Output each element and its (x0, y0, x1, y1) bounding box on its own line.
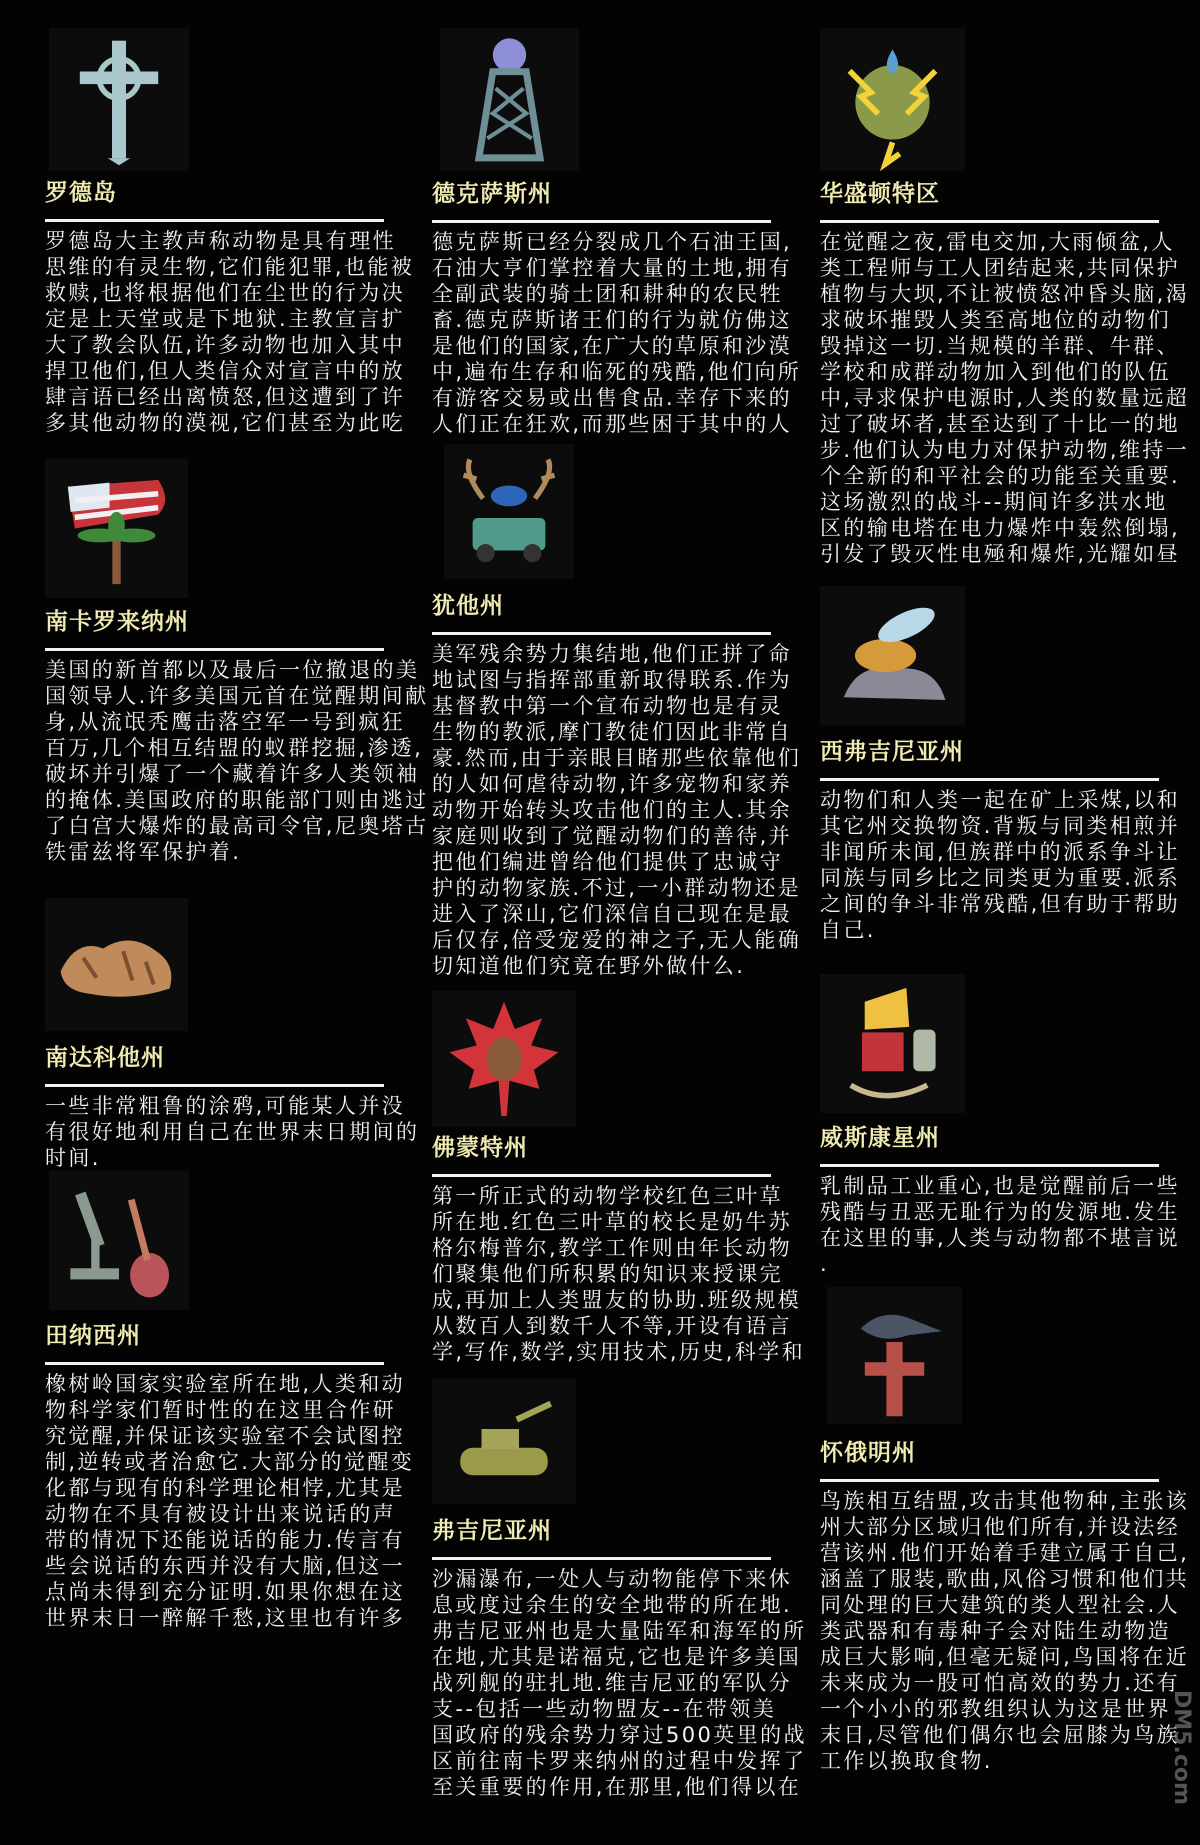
oil-derrick-icon (440, 28, 579, 171)
section-title: 怀俄明州 (820, 1440, 916, 1466)
body-line: 美国的新首都以及最后一位撤退的美 (45, 658, 420, 682)
body-line: 成,再加上人类盟友的协助.班级规模 (432, 1288, 802, 1312)
body-line: 罗德岛大主教声称动物是具有理性 (45, 229, 396, 253)
section-title: 田纳西州 (45, 1323, 141, 1349)
body-line: 把他们编进曾给他们提供了忠诚守 (432, 850, 783, 874)
body-line: 生物的教派,摩门教徒们因此非常自 (432, 720, 793, 744)
body-line: 第一所正式的动物学校红色三叶草 (432, 1184, 783, 1208)
body-line: 鸟族相互结盟,攻击其他物种,主张该 (820, 1489, 1190, 1513)
tank-icon (432, 1379, 576, 1504)
body-line: 未来成为一股可怕高效的势力.还有 (820, 1671, 1181, 1695)
section-title: 华盛顿特区 (820, 181, 940, 207)
body-line: 基督教中第一个宣布动物也是有灵 (432, 694, 783, 718)
body-line: 一个小小的邪教组织认为这是世界 (820, 1697, 1171, 1721)
body-line: 多其他动物的漠视,它们甚至为此吃 (45, 411, 406, 435)
body-line: 动物在不具有被设计出来说话的声 (45, 1502, 396, 1526)
body-line: 弗吉尼亚州也是大量陆军和海军的所 (432, 1619, 807, 1643)
body-line: 畜.德克萨斯诸王们的行为就仿佛这 (432, 308, 793, 332)
antler-jeep-icon (444, 444, 574, 579)
body-line: 石油大亨们掌控着大量的土地,拥有 (432, 256, 793, 280)
section-body (45, 657, 428, 865)
flag-palm-icon (45, 459, 188, 598)
section-title: 罗德岛 (45, 180, 117, 206)
body-line: 全副武装的骑士团和耕种的农民牲 (432, 282, 783, 306)
title-divider (45, 1084, 384, 1087)
body-line: 美军残余势力集结地,他们正拼了命 (432, 642, 793, 666)
body-line: 工作以换取食物. (820, 1749, 993, 1773)
lightning-orb-icon (820, 28, 965, 171)
body-line: 动物开始转头攻击他们的主人.其余 (432, 798, 793, 822)
body-line: 切知道他们究竟在野外做什么. (432, 954, 746, 978)
body-line: 物科学家们暂时性的在这里合作研 (45, 1398, 396, 1422)
body-line: 究觉醒,并保证该实验室不会试图控 (45, 1424, 406, 1448)
title-divider (820, 778, 1159, 781)
body-line: 支--包括一些动物盟友--在带领美 (432, 1697, 777, 1721)
body-line: 国领导人.许多美国元首在觉醒期间献 (45, 684, 429, 708)
body-line: 引发了毁灭性电殛和爆炸,光耀如昼 (820, 542, 1181, 566)
body-line: 百万,几个相互结盟的蚁群挖掘,渗透, (45, 736, 424, 760)
section-body (820, 229, 1189, 567)
body-line: 自己. (820, 918, 876, 942)
body-line: 中,遍布生存和临死的残酷,他们向所 (432, 360, 802, 384)
title-divider (820, 220, 1159, 223)
body-line: 化都与现有的科学理论相悖,尤其是 (45, 1476, 406, 1500)
section-body (45, 1371, 414, 1631)
section-body (432, 1566, 807, 1800)
body-line: 身,从流氓秃鹰击落空军一号到疯狂 (45, 710, 406, 734)
section-title: 德克萨斯州 (432, 181, 552, 207)
body-line: 区前往南卡罗来纳州的过程中发挥了 (432, 1749, 807, 1773)
body-line: 在这里的事,人类与动物都不堪言说 (820, 1226, 1181, 1250)
body-line: 从数百人到数千人不等,开设有语言 (432, 1314, 793, 1338)
maple-cow-icon (432, 991, 576, 1127)
body-line: 破坏并引爆了一个藏着许多人类领袖 (45, 762, 420, 786)
body-line: 有很好地利用自己在世界末日期间的 (45, 1120, 420, 1144)
body-line: 制,逆转或者治愈它.大部分的觉醒变 (45, 1450, 415, 1474)
body-line: 在地,尤其是诺福克,它也是许多美国 (432, 1645, 802, 1669)
body-line: 了白宫大爆炸的最高司令官,尼奥塔古 (45, 814, 429, 838)
body-line: 州大部分区域归他们所有,并设法经 (820, 1515, 1181, 1539)
body-line: 沙漏瀑布,一处人与动物能停下来休 (432, 1567, 793, 1591)
section-title: 威斯康星州 (820, 1125, 940, 1151)
body-line: 格尔梅普尔,教学工作则由年长动物 (432, 1236, 793, 1260)
body-line: 时间. (45, 1146, 101, 1170)
body-line: 有游客交易或出售食品.幸存下来的 (432, 386, 793, 410)
body-line: 人们正在狂欢,而那些困于其中的人 (432, 412, 793, 436)
section-body (432, 1183, 805, 1365)
body-line: 捍卫他们,但人类信众对宣言中的放 (45, 359, 406, 383)
section-title: 南达科他州 (45, 1045, 165, 1071)
body-line: 类武器和有毒种子会对陆生动物造 (820, 1619, 1171, 1643)
body-line: 铁雷兹将军保护着. (45, 840, 242, 864)
body-line: 的掩体.美国政府的职能部门则由逃过 (45, 788, 429, 812)
title-divider (45, 648, 384, 651)
title-divider (820, 1164, 1159, 1167)
body-line: 过了破坏者,甚至达到了十比一的地 (820, 412, 1181, 436)
body-line: 之间的争斗非常残酷,但有助于帮助 (820, 892, 1181, 916)
body-line: 步.他们认为电力对保护动物,维持一 (820, 438, 1190, 462)
title-divider (820, 1479, 1159, 1482)
body-line: 在觉醒之夜,雷电交加,大雨倾盆,人 (820, 230, 1175, 254)
body-line: 肆言语已经出离愤怒,但这遭到了许 (45, 385, 406, 409)
body-line: 地试图与指挥部重新取得联系.作为 (432, 668, 793, 692)
body-line: 同族与同乡比之同类更为重要.派系 (820, 866, 1181, 890)
body-line: 大了教会队伍,许多动物也加入其中 (45, 333, 406, 357)
section-title: 佛蒙特州 (432, 1135, 528, 1161)
body-line: 动物们和人类一起在矿上采煤,以和 (820, 788, 1181, 812)
watermark: DM5.com (1169, 1690, 1194, 1805)
body-line: 家庭则收到了觉醒动物们的善待,并 (432, 824, 793, 848)
body-line: 植物与大坝,不让被愤怒冲昏头脑,渴 (820, 282, 1190, 306)
body-line: 带的情况下还能说话的能力.传言有 (45, 1528, 406, 1552)
bee-rock-icon (820, 586, 965, 725)
section-title: 西弗吉尼亚州 (820, 739, 964, 765)
body-line: 一些非常粗鲁的涂鸦,可能某人并没 (45, 1094, 406, 1118)
body-line: 求破坏摧毁人类至高地位的动物们 (820, 308, 1171, 332)
body-line: 成巨大影响,但毫无疑问,鸟国将在近 (820, 1645, 1190, 1669)
section-title: 南卡罗来纳州 (45, 609, 189, 635)
cross-icon (49, 28, 189, 171)
title-divider (45, 219, 384, 222)
section-body (432, 229, 801, 437)
body-line: 涵盖了服装,歌曲,风俗习惯和他们共 (820, 1567, 1190, 1591)
body-line: 点尚未得到充分证明.如果你想在这 (45, 1580, 406, 1604)
section-title: 犹他州 (432, 593, 504, 619)
section-body (45, 228, 414, 436)
body-line: 毁掉这一切.当规模的羊群、牛群、 (820, 334, 1181, 358)
body-line: 些会说话的东西并没有大脑,但这一 (45, 1554, 406, 1578)
body-line: 末日,尽管他们偶尔也会屈膝为鸟族 (820, 1723, 1181, 1747)
body-line: 橡树岭国家实验室所在地,人类和动 (45, 1372, 406, 1396)
body-line: 国政府的残余势力穿过500英里的战 (432, 1723, 807, 1747)
body-line: 非闻所未闻,但族群中的派系争斗让 (820, 840, 1181, 864)
body-line: 类工程师与工人团结起来,共同保护 (820, 256, 1181, 280)
body-line: 救赎,也将根据他们在尘世的行为决 (45, 281, 406, 305)
body-line: . (820, 1252, 830, 1276)
body-line: 乳制品工业重心,也是觉醒前后一些 (820, 1174, 1181, 1198)
title-divider (432, 1174, 771, 1177)
body-line: 进入了深山,它们深信自己现在是最 (432, 902, 793, 926)
section-body (432, 641, 801, 979)
body-line: 这场激烈的战斗--期间许多洪水地 (820, 490, 1168, 514)
body-line: 学校和成群动物加入到他们的队伍 (820, 360, 1171, 384)
mountain-icon (45, 898, 188, 1031)
body-line: 护的动物家族.不过,一小群动物还是 (432, 876, 802, 900)
crow-cross-icon (827, 1287, 962, 1424)
title-divider (45, 1362, 384, 1365)
body-line: 区的输电塔在电力爆炸中轰然倒塌, (820, 516, 1181, 540)
body-line: 德克萨斯已经分裂成几个石油王国, (432, 230, 793, 254)
body-line: 同处理的巨大建筑的类人型社会.人 (820, 1593, 1181, 1617)
body-line: 定是上天堂或是下地狱.主教宣言扩 (45, 307, 406, 331)
body-line: 战列舰的驻扎地.维吉尼亚的军队分 (432, 1671, 793, 1695)
title-divider (432, 1557, 771, 1560)
section-title: 弗吉尼亚州 (432, 1518, 552, 1544)
body-line: 的人如何虐待动物,许多宠物和家养 (432, 772, 793, 796)
section-body (820, 1173, 1180, 1277)
body-line: 们聚集他们所积累的知识来授课完 (432, 1262, 783, 1286)
microscope-guitar-icon (49, 1171, 189, 1310)
section-body (820, 1488, 1189, 1774)
body-line: 所在地.红色三叶草的校长是奶牛苏 (432, 1210, 793, 1234)
section-body (820, 787, 1180, 943)
body-line: 后仅存,倍受宠爱的神之子,无人能确 (432, 928, 802, 952)
body-line: 学,写作,数学,实用技术,历史,科学和 (432, 1340, 805, 1364)
body-line: 残酷与丑恶无耻行为的发源地.发生 (820, 1200, 1181, 1224)
section-body (45, 1093, 419, 1171)
body-line: 至关重要的作用,在那里,他们得以在 (432, 1775, 802, 1799)
body-line: 豪.然而,由于亲眼目睹那些依靠他们 (432, 746, 802, 770)
title-divider (432, 220, 771, 223)
cheese-creature-icon (820, 974, 965, 1113)
body-line: 营该州.他们开始着手建立属于自己, (820, 1541, 1190, 1565)
body-line: 中,寻求保护电源时,人类的数量远超 (820, 386, 1190, 410)
title-divider (432, 632, 771, 635)
body-line: 个全新的和平社会的功能至关重要. (820, 464, 1181, 488)
body-line: 世界末日一醉解千愁,这里也有许多 (45, 1606, 406, 1630)
body-line: 其它州交换物资.背叛与同类相煎并 (820, 814, 1181, 838)
body-line: 思维的有灵生物,它们能犯罪,也能被 (45, 255, 415, 279)
body-line: 是他们的国家,在广大的草原和沙漠 (432, 334, 793, 358)
body-line: 息或度过余生的安全地带的所在地. (432, 1593, 793, 1617)
